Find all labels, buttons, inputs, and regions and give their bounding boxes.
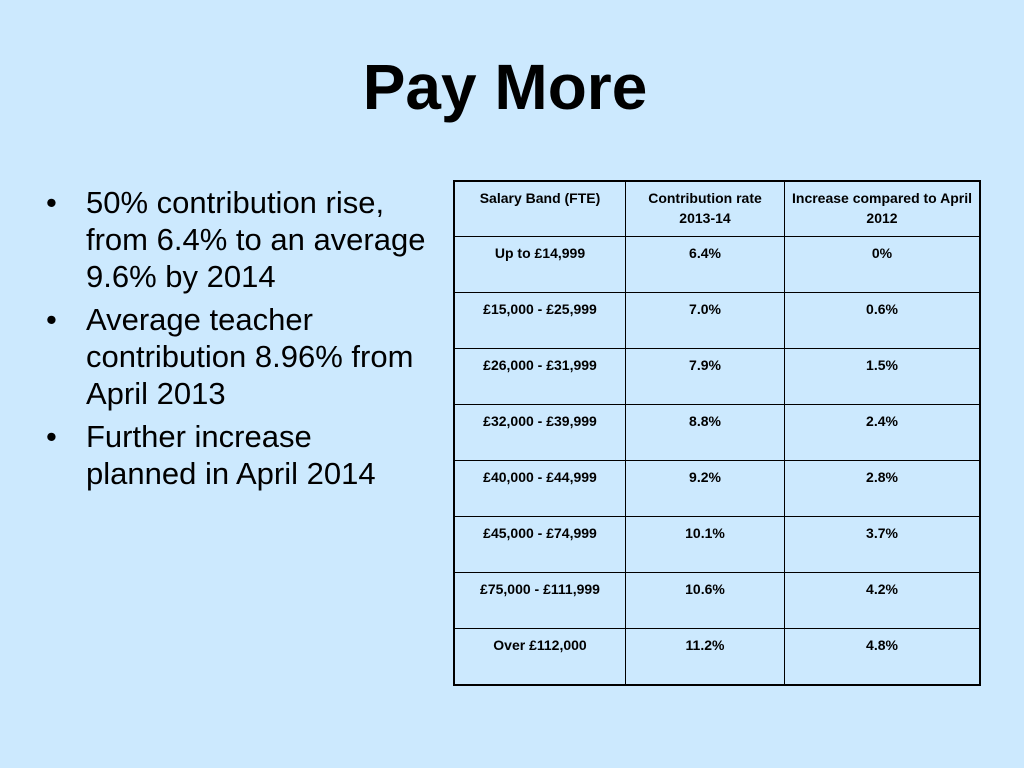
contribution-rate-cell: 7.9% [626,349,785,405]
salary-band-cell: £26,000 - £31,999 [454,349,626,405]
contribution-rate-cell: 8.8% [626,405,785,461]
salary-band-cell: £45,000 - £74,999 [454,517,626,573]
header-salary-band: Salary Band (FTE) [454,181,626,237]
bullet-item [46,184,426,295]
table-row [454,293,980,349]
bullet-dot: • [46,419,57,454]
header-increase: Increase compared to April 2012 [785,181,981,237]
bullet-item [46,301,426,412]
table-row [454,573,980,629]
contribution-rate-cell: 10.6% [626,573,785,629]
contribution-rate-cell: 7.0% [626,293,785,349]
contribution-table-container [453,180,981,686]
slide-title: Pay More [362,51,648,123]
table-row [454,237,980,293]
contribution-rate-cell: 9.2% [626,461,785,517]
increase-cell: 3.7% [785,517,981,573]
salary-band-cell: £15,000 - £25,999 [454,293,626,349]
contribution-table [453,180,981,686]
salary-band-cell: Up to £14,999 [454,237,626,293]
table-row [454,517,980,573]
table-header-row [454,181,980,237]
increase-cell: 4.8% [785,629,981,686]
increase-cell: 2.8% [785,461,981,517]
increase-cell: 4.2% [785,573,981,629]
bullet-text: 50% contribution rise, from 6.4% to an average 9.6% by 2014 [86,185,426,294]
table-row [454,629,980,686]
table-row [454,405,980,461]
contribution-rate-cell: 6.4% [626,237,785,293]
salary-band-cell: £32,000 - £39,999 [454,405,626,461]
table-row [454,461,980,517]
contribution-rate-cell: 10.1% [626,517,785,573]
increase-cell: 2.4% [785,405,981,461]
increase-cell: 0.6% [785,293,981,349]
contribution-rate-cell: 11.2% [626,629,785,686]
bullet-dot: • [46,302,57,337]
salary-band-cell: Over £112,000 [454,629,626,686]
increase-cell: 0% [785,237,981,293]
table-row [454,349,980,405]
header-contribution-rate: Contribution rate 2013-14 [626,181,785,237]
increase-cell: 1.5% [785,349,981,405]
bullet-text: Further increase planned in April 2014 [86,419,376,491]
bullet-list [46,184,426,498]
bullet-item [46,418,426,492]
salary-band-cell: £40,000 - £44,999 [454,461,626,517]
salary-band-cell: £75,000 - £111,999 [454,573,626,629]
bullet-text: Average teacher contribution 8.96% from April 2013 [86,302,414,411]
bullet-dot: • [46,185,57,220]
